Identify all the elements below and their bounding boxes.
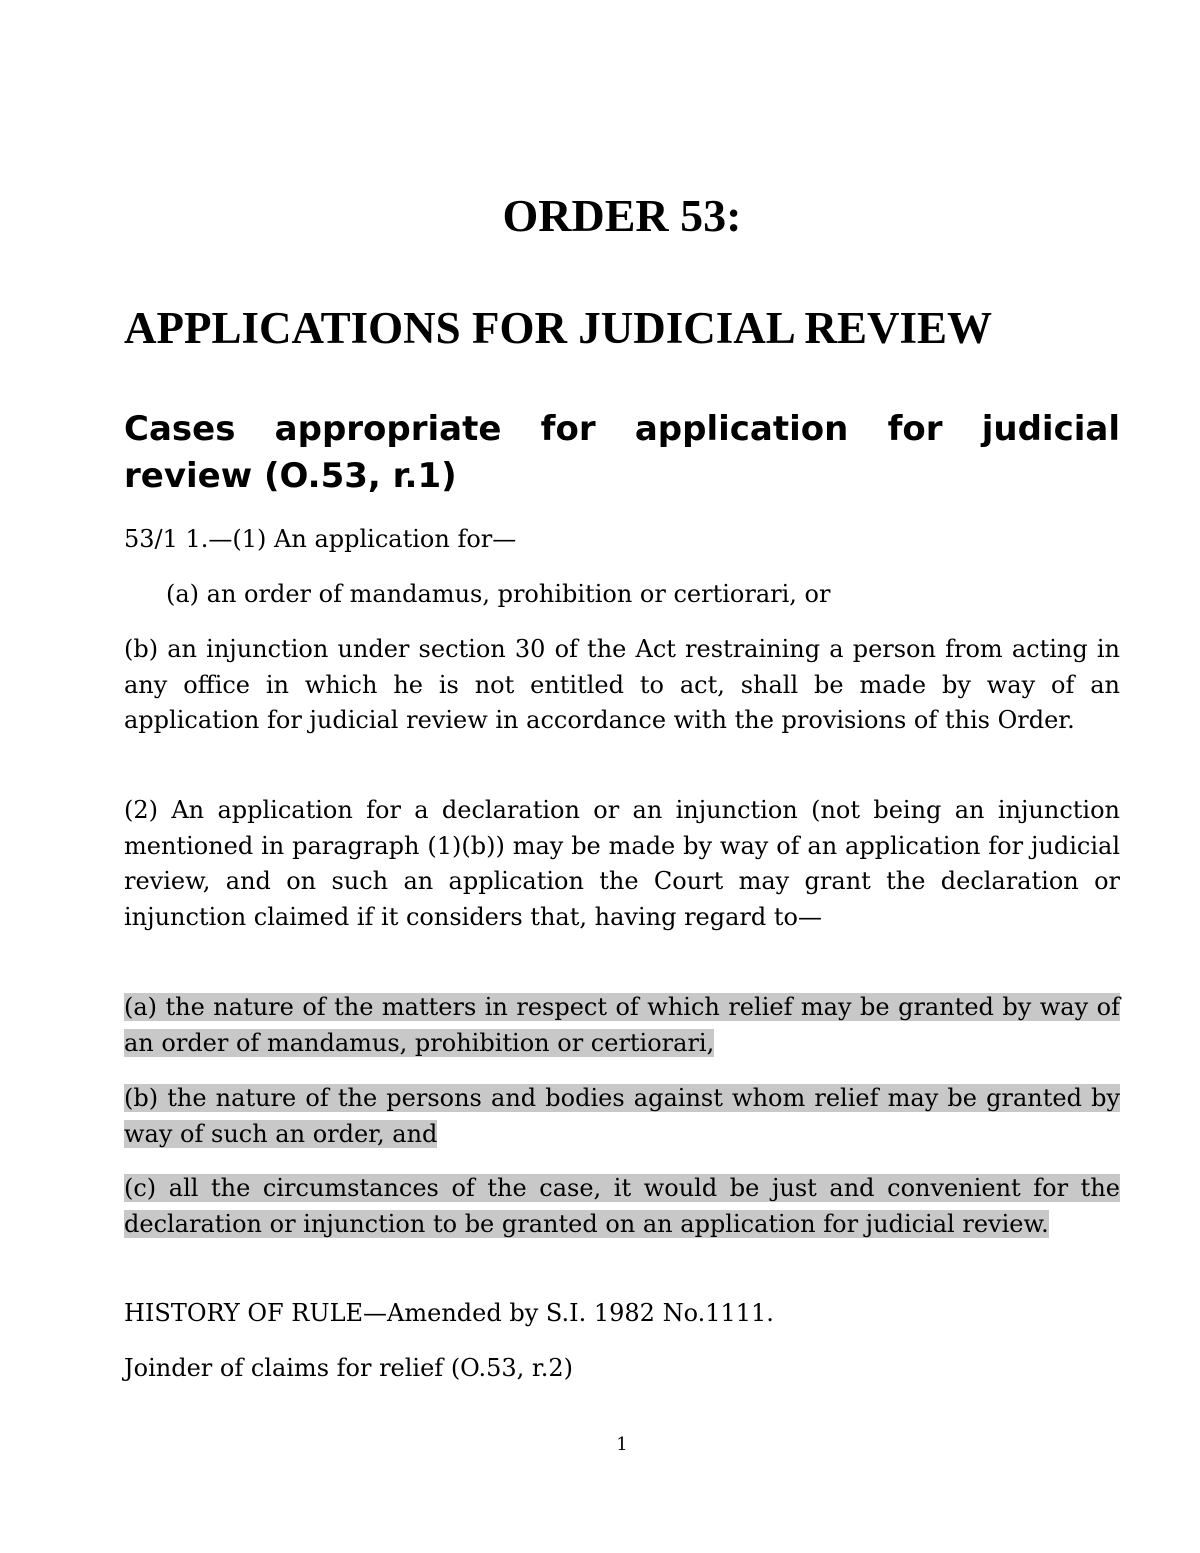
paragraph-text: Joinder of claims for relief (O.53, r.2) <box>124 1354 573 1382</box>
paragraph-text: 53/1 1.—(1) An application for— <box>124 525 517 553</box>
history-of-rule-paragraph <box>124 1296 1120 1332</box>
rule-intro-paragraph <box>124 522 1120 558</box>
highlighted-clause-b-paragraph <box>124 1081 1120 1152</box>
highlighted-text: (b) the nature of the persons and bodies against whom relief may be granted by way of such an order, and <box>124 1084 1120 1148</box>
rule-2-heading-paragraph <box>124 1351 1120 1387</box>
highlighted-clause-a-paragraph <box>124 990 1120 1061</box>
clause-b-paragraph <box>124 632 1120 739</box>
paragraph-text: (b) an injunction under section 30 of the Act restraining a person from acting in any office in which he is not entitled to act, shall be made by way of an application for judicial review in accordance with the provisions of this Order. <box>124 635 1120 734</box>
document-page <box>124 0 1120 1553</box>
paragraph-text: (2) An application for a declaration or an injunction (not being an injunction mentioned in paragraph (1)(b)) may be made by way of an application for judicial review, and on such an application the Court may grant the declaration or injunction claimed if it considers that, having regard to— <box>124 796 1120 931</box>
page-number: 1 <box>616 1434 628 1455</box>
subrule-2-paragraph <box>124 793 1120 935</box>
highlighted-text: (c) all the circumstances of the case, it would be just and convenient for the declaration or injunction to be granted on an application for judicial review. <box>124 1174 1120 1238</box>
document-subtitle: APPLICATIONS FOR JUDICIAL REVIEW <box>124 303 993 353</box>
clause-a-paragraph <box>166 577 1120 613</box>
document-title: ORDER 53: <box>502 190 742 241</box>
section-heading: Cases appropriate for application for judicial review (O.53, r.1) <box>124 409 1120 496</box>
highlighted-clause-c-paragraph <box>124 1171 1120 1242</box>
paragraph-text: HISTORY OF RULE—Amended by S.I. 1982 No.1111. <box>124 1299 774 1327</box>
highlighted-text: (a) the nature of the matters in respect of which relief may be granted by way of an order of mandamus, prohibition or certiorari, <box>124 993 1120 1057</box>
paragraph-text: (a) an order of mandamus, prohibition or certiorari, or <box>166 580 831 608</box>
